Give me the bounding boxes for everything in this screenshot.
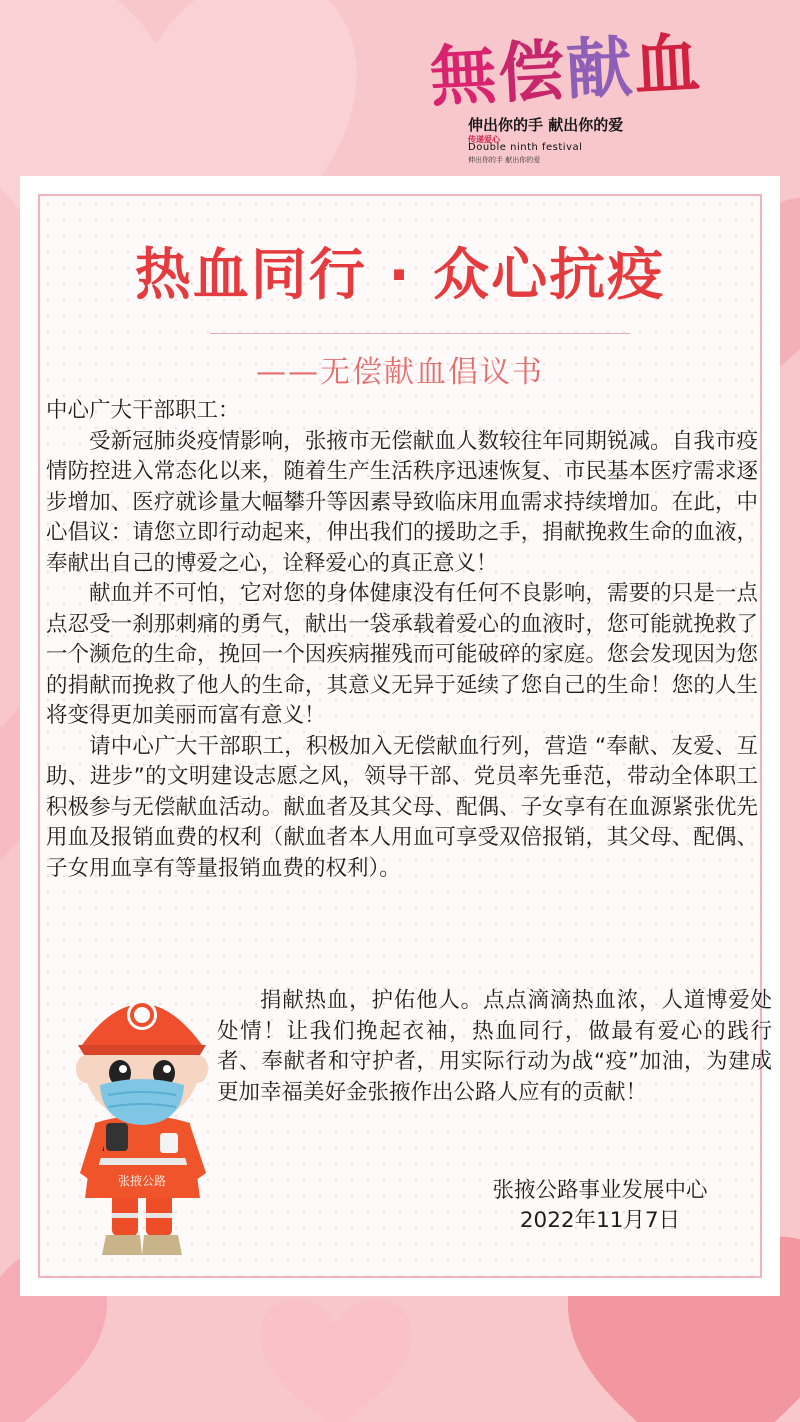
logo-char: 献 bbox=[563, 27, 636, 109]
heart-decoration bbox=[261, 1298, 412, 1422]
paragraph-4: 捐献热血，护佑他人。点点滴滴热血浓，人道博爱处处情！让我们挽起衣袖，热血同行，做最有爱心的践行者、奉献者和守护者，用实际行动为战“疫”加油，为建成更加幸福美好金张掖作出公路人应有的贡献！ bbox=[217, 988, 772, 1105]
paragraph-3: 请中心广大干部职工，积极加入无偿献血行列，营造 “奉献、友爱、互助、进步”的文明建设志愿之风，领导干部、党员率先垂范，带动全体职工积极参与无偿献血活动。献血者及其父母、配偶、子女享有在血源紧张优先用血及报销血费的权利（献血者本人用血可享受双倍报销，其父母、配偶、子女用血享有等量报销血费的权利）。 bbox=[46, 733, 758, 881]
mascot-vest-label: 张掖公路 bbox=[117, 1174, 167, 1188]
logo-title bbox=[428, 23, 704, 117]
logo-small-tiny: 伸出你的手 献出你的爱 bbox=[468, 156, 541, 164]
logo-slogan: 伸出你的手 献出你的爱 bbox=[468, 116, 624, 134]
letter-body bbox=[46, 396, 758, 884]
signature-block bbox=[450, 1176, 750, 1236]
logo-block bbox=[420, 23, 770, 164]
divider bbox=[210, 333, 630, 334]
mascot-illustration bbox=[50, 973, 235, 1263]
paragraph-2: 献血并不可怕，它对您的身体健康没有任何不良影响，需要的只是一点点忍受一刹那刺痛的勇气，献出一袋承载着爱心的血液时，您可能就挽救了一个濒危的生命，挽回一个因疾病摧残而可能破碎的家庭。您会发现因为您的捐献而挽救了他人的生命，其意义无异于延续了您自己的生命！您的人生将变得更加美丽而富有意义！ bbox=[46, 581, 758, 728]
headline: 热血同行 · 众心抗疫 bbox=[134, 243, 666, 308]
salutation: 中心广大干部职工： bbox=[46, 398, 240, 423]
logo-char: 無 bbox=[428, 34, 501, 117]
logo-char: 血 bbox=[631, 23, 704, 106]
paragraph-1: 受新冠肺炎疫情影响，张掖市无偿献血人数较往年同期锐减。自我市疫情防控进入常态化以来，随着生产生活秩序迅速恢复、市民基本医疗需求逐步增加、医疗就诊量大幅攀升等因素导致临床用血需求持续增加。在此，中心倡议：请您立即行动起来，伸出我们的援助之手，捐献挽救生命的血液，奉献出自己的博爱之心，诠释爱心的真正意义！ bbox=[46, 428, 758, 576]
logo-small-english: Double ninth festival bbox=[468, 142, 583, 153]
signature-org: 张掖公路事业发展中心 bbox=[492, 1178, 708, 1203]
logo-char: 偿 bbox=[496, 31, 569, 113]
logo-small-red: 传递爱心 bbox=[468, 135, 500, 144]
subtitle: ——无偿献血倡议书 bbox=[256, 355, 544, 390]
signature-date: 2022年11月7日 bbox=[519, 1208, 681, 1233]
letter-card bbox=[20, 176, 780, 1296]
